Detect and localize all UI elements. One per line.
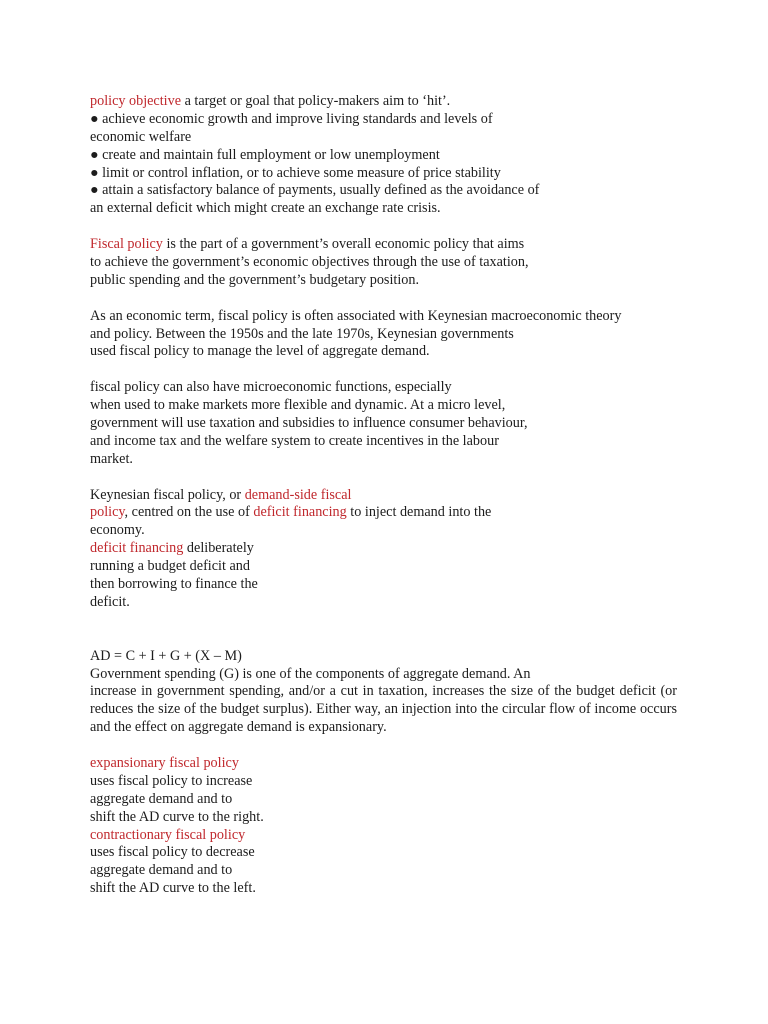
policy-objective-term: policy objective: [90, 93, 182, 109]
expansionary-line-3: shift the AD curve to the right.: [90, 808, 264, 825]
fiscal-policy-line-3: public spending and the government’s budgetary position.: [90, 271, 420, 288]
fiscal-policy-line-1: [90, 236, 680, 254]
spacer: [90, 290, 680, 308]
keynesian-line-2: and policy. Between the 1950s and the late 1970s, Keynesian governments: [90, 325, 514, 342]
contractionary-term: contractionary fiscal policy: [90, 826, 246, 843]
demand-side-section: [90, 487, 680, 612]
demand-side-line-1: [90, 487, 680, 505]
demand-side-line-2-text: , centred on the use of: [124, 504, 254, 521]
deficit-financing-definition: [90, 540, 680, 558]
microeconomic-paragraph: [90, 379, 680, 468]
fiscal-policy-section: [90, 236, 680, 290]
objective-bullet-balance: ● attain a satisfactory balance of payments, usually defined as the avoidance of: [90, 182, 540, 199]
expansionary-line-1: uses fiscal policy to increase: [90, 772, 253, 789]
demand-side-term: demand-side fiscal: [244, 486, 352, 503]
ad-equation: AD = C + I + G + (X – M): [90, 647, 242, 664]
micro-line-4: and income tax and the welfare system to create incentives in the labour: [90, 432, 499, 449]
deficit-financing-line-4: deficit.: [90, 593, 130, 610]
contractionary-section: [90, 827, 680, 899]
micro-line-1: fiscal policy can also have microeconomic functions, especially: [90, 379, 452, 396]
aggregate-demand-section: [90, 648, 680, 738]
demand-side-line-1-text: Keynesian fiscal policy, or: [90, 486, 245, 503]
expansionary-section: [90, 755, 680, 827]
expansionary-term: expansionary fiscal policy: [90, 755, 239, 772]
fiscal-policy-line-1-text: is the part of a government’s overall economic policy that aims: [162, 236, 525, 253]
keynesian-paragraph: [90, 308, 680, 362]
keynesian-line-3: used fiscal policy to manage the level of aggregate demand.: [90, 343, 430, 360]
contractionary-line-2: aggregate demand and to: [90, 862, 233, 879]
spacer: [90, 361, 680, 379]
objective-bullet-growth: ● achieve economic growth and improve living standards and levels of: [90, 110, 493, 127]
deficit-financing-line-3: then borrowing to finance the: [90, 576, 258, 593]
micro-line-5: market.: [90, 450, 133, 467]
policy-objective-definition: [90, 93, 680, 111]
spacer: [90, 612, 680, 648]
micro-line-3: government will use taxation and subsidies to influence consumer behaviour,: [90, 415, 528, 432]
demand-side-term-cont: policy: [90, 504, 125, 521]
fiscal-policy-term: Fiscal policy: [90, 236, 163, 253]
spacer: [90, 737, 680, 755]
contractionary-line-3: shift the AD curve to the left.: [90, 880, 256, 897]
demand-side-line-2-end: to inject demand into the: [346, 504, 492, 521]
document-page: [90, 93, 680, 898]
objective-bullet-employment: ● create and maintain full employment or low unemployment: [90, 146, 440, 163]
policy-objective-section: [90, 93, 680, 218]
deficit-financing-term-inline: deficit financing: [253, 504, 347, 521]
objective-bullet-growth-cont: economic welfare: [90, 128, 192, 145]
contractionary-line-1: uses fiscal policy to decrease: [90, 844, 255, 861]
deficit-financing-line-2: running a budget deficit and: [90, 558, 250, 575]
demand-side-line-3: economy.: [90, 522, 145, 539]
ad-justified-paragraph: increase in government spending, and/or a cut in taxation, increases the size of the budget deficit (or reduces the size of the budget surplus). Either way, an injection into the circular flow of income occurs and the effect on aggregate demand is expansionary.: [90, 683, 677, 736]
fiscal-policy-line-2: to achieve the government’s economic objectives through the use of taxation,: [90, 254, 529, 271]
keynesian-line-1: As an economic term, fiscal policy is often associated with Keynesian macroeconomic theory: [90, 307, 622, 324]
policy-objective-def-text: a target or goal that policy-makers aim to ‘hit’.: [181, 93, 451, 109]
deficit-financing-def-text: deliberately: [183, 540, 254, 557]
spacer: [90, 218, 680, 236]
demand-side-line-2: [90, 504, 680, 522]
deficit-financing-term: deficit financing: [90, 540, 184, 557]
spacer: [90, 469, 680, 487]
objective-bullet-balance-cont: an external deficit which might create an exchange rate crisis.: [90, 200, 441, 217]
ad-line-1: Government spending (G) is one of the components of aggregate demand. An: [90, 665, 531, 682]
objective-bullet-inflation: ● limit or control inflation, or to achieve some measure of price stability: [90, 164, 501, 181]
micro-line-2: when used to make markets more flexible and dynamic. At a micro level,: [90, 397, 506, 414]
expansionary-line-2: aggregate demand and to: [90, 790, 233, 807]
